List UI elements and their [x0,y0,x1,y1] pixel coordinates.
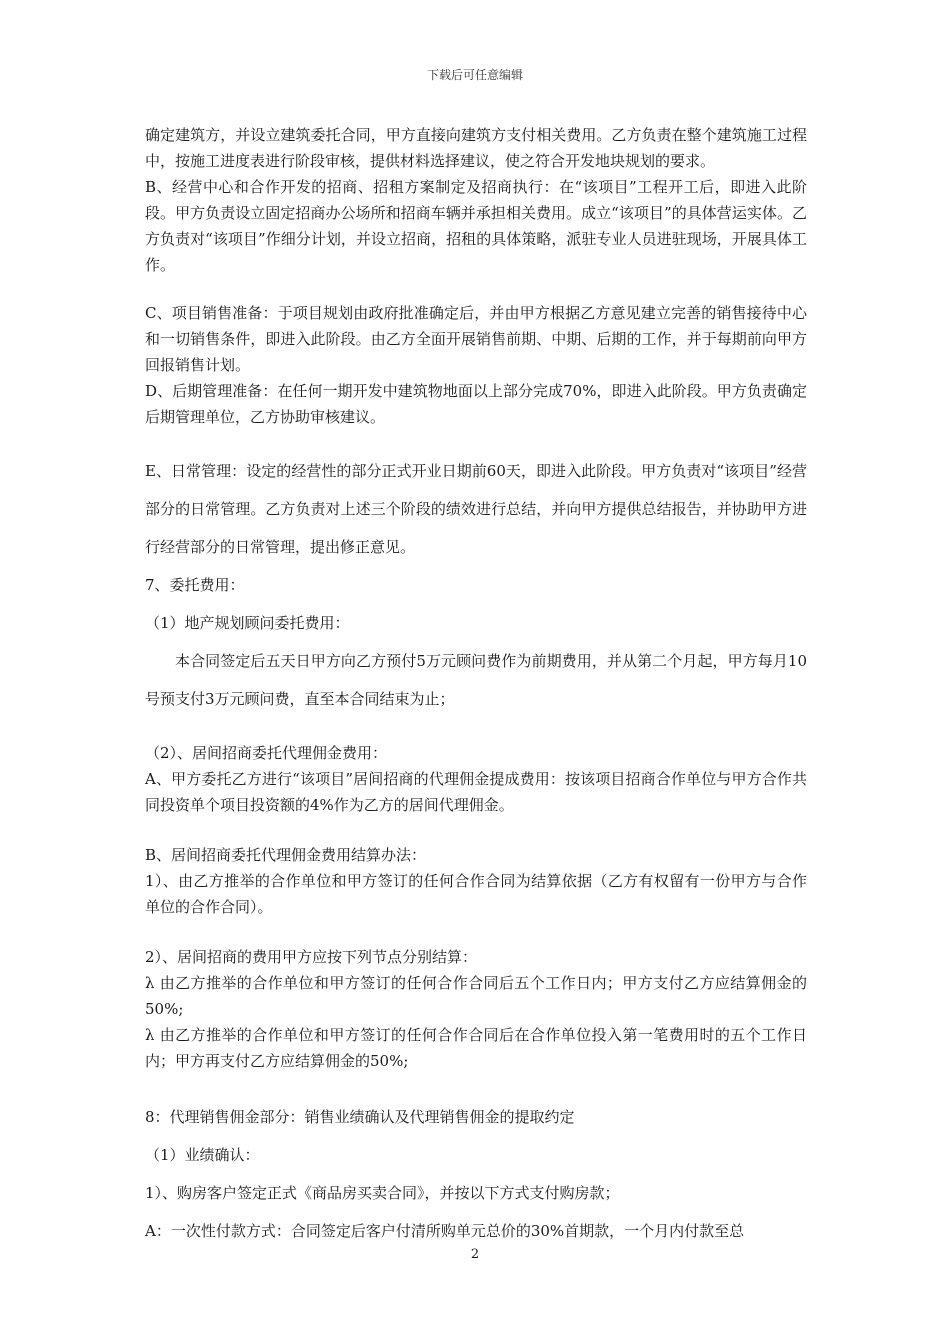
document-body [145,122,807,1250]
subsection-heading: （2）、居间招商委托代理佣金费用： [145,744,388,762]
paragraph: D、后期管理准备：在任何一期开发中建筑物地面以上部分完成70%，即进入此阶段。甲方负责确定后期管理单位，乙方协助审核建议。 [145,382,807,426]
spacer [145,430,807,452]
spacer [145,1074,807,1098]
spacer [145,278,807,300]
paragraph: C、项目销售准备：于项目规划由政府批准确定后，并由甲方根据乙方意见建立完善的销售接待中心和一切销售条件，即进入此阶段。由乙方全面开展销售前期、中期、后期的工作，并于每期前向甲方回报销售计划。 [145,304,807,374]
subsection-heading: （1）地产规划顾问委托费用： [145,614,350,632]
spacer [145,920,807,944]
paragraph: 本合同签定后五天日甲方向乙方预付5万元顾问费作为前期费用，并从第二个月起，甲方每月10号预支付3万元顾问费，直至本合同结束为止； [145,652,807,708]
paragraph: A、甲方委托乙方进行“该项目”居间招商的代理佣金提成费用：按该项目招商合作单位与甲方合作共同投资单个项目投资额的4%作为乙方的居间代理佣金。 [145,770,807,814]
paragraph: B、居间招商委托代理佣金费用结算办法： [145,846,427,864]
paragraph: E、日常管理：设定的经营性的部分正式开业日期前60天，即进入此阶段。甲方负责对“该项目”经营部分的日常管理。乙方负责对上述三个阶段的绩效进行总结，并向甲方提供总结报告，并协助甲方进行经营部分的日常管理，提出修正意见。 [145,462,807,556]
spacer [145,718,807,740]
paragraph: B、经营中心和合作开发的招商、招租方案制定及招商执行：在“该项目”工程开工后，即进入此阶段。甲方负责设立固定招商办公场所和招商车辆并承担相关费用。成立“该项目”的具体营运实体。乙方负责对“该项目”作细分计划，并设立招商，招租的具体策略，派驻专业人员进驻现场，开展具体工作。 [145,178,807,274]
paragraph: A：一次性付款方式：合同签定后客户付清所购单元总价的30%首期款，一个月内付款至总 [145,1222,745,1240]
spacer [145,818,807,842]
paragraph: 1）、由乙方推举的合作单位和甲方签订的任何合作合同为结算依据（乙方有权留有一份甲方与合作单位的合作合同）。 [145,872,807,916]
page-header: 下载后可任意编辑 [426,68,523,82]
section-heading: 8：代理销售佣金部分：销售业绩确认及代理销售佣金的提取约定 [145,1108,575,1126]
paragraph: 2）、居间招商的费用甲方应按下列节点分别结算： [145,948,478,966]
list-item: λ 由乙方推举的合作单位和甲方签订的任何合作合同后五个工作日内；甲方支付乙方应结算佣金的50%; [145,974,807,1018]
list-item: λ 由乙方推举的合作单位和甲方签订的任何合作合同后在合作单位投入第一笔费用时的五个工作日内；甲方再支付乙方应结算佣金的50%; [145,1026,807,1070]
page-number: 2 [470,1247,480,1262]
subsection-heading: （1）业绩确认： [145,1146,260,1164]
paragraph: 1）、购房客户签定正式《商品房买卖合同》，并按以下方式支付购房款； [145,1184,620,1202]
section-heading: 7、委托费用： [145,576,245,594]
paragraph: 确定建筑方，并设立建筑委托合同，甲方直接向建筑方支付相关费用。乙方负责在整个建筑施工过程中，按施工进度表进行阶段审核，提供材料选择建议，使之符合开发地块规划的要求。 [145,126,807,170]
